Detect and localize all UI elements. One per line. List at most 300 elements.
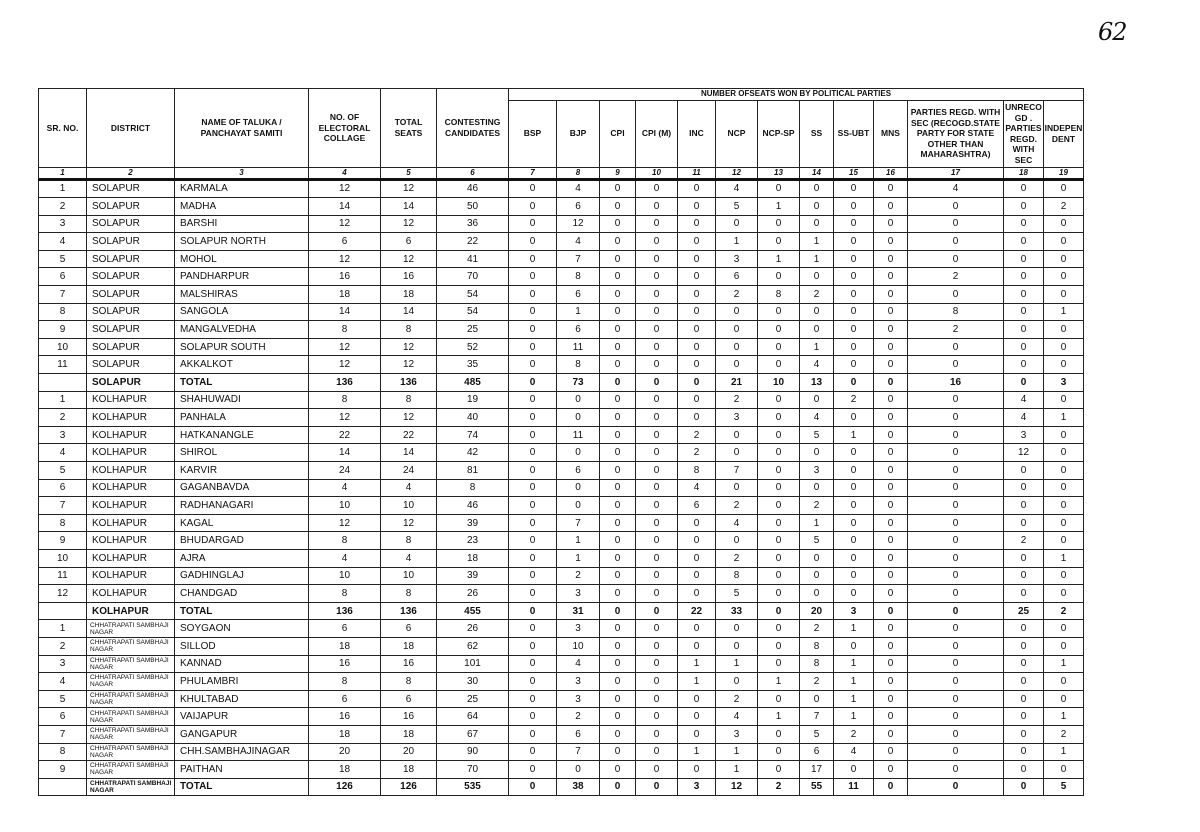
value-cell: 0 <box>600 673 636 691</box>
value-cell: 0 <box>758 391 800 409</box>
value-cell: 0 <box>1004 620 1044 638</box>
value-cell: 0 <box>834 250 874 268</box>
value-cell: 3 <box>716 409 758 427</box>
value-cell: 40 <box>437 409 509 427</box>
value-cell: 50 <box>437 198 509 216</box>
value-cell: 0 <box>678 356 716 374</box>
page-number: 62 <box>1098 18 1127 46</box>
table-row <box>39 567 1084 585</box>
value-cell: 8 <box>381 532 437 550</box>
value-cell: 4 <box>557 233 600 251</box>
taluka-cell: SOLAPUR NORTH <box>175 233 309 251</box>
value-cell: 1 <box>1044 303 1084 321</box>
value-cell: 7 <box>716 462 758 480</box>
value-cell: 0 <box>834 198 874 216</box>
taluka-cell: PANDHARPUR <box>175 268 309 286</box>
value-cell: 0 <box>834 585 874 603</box>
value-cell: 0 <box>834 268 874 286</box>
value-cell: 20 <box>800 602 834 620</box>
value-cell: 0 <box>600 479 636 497</box>
value-cell: 0 <box>636 391 678 409</box>
value-cell: 0 <box>1044 673 1084 691</box>
value-cell: 22 <box>678 602 716 620</box>
value-cell: 0 <box>1004 462 1044 480</box>
value-cell: 55 <box>800 778 834 796</box>
value-cell: 0 <box>600 602 636 620</box>
value-cell: 0 <box>716 303 758 321</box>
value-cell: 16 <box>381 708 437 726</box>
value-cell: 0 <box>908 479 1004 497</box>
value-cell: 0 <box>557 761 600 779</box>
value-cell: 0 <box>1004 549 1044 567</box>
value-cell: 2 <box>908 268 1004 286</box>
value-cell: 0 <box>509 250 557 268</box>
value-cell: 12 <box>309 356 381 374</box>
value-cell: 12 <box>381 179 437 198</box>
value-cell: 1 <box>678 655 716 673</box>
value-cell: 8 <box>381 391 437 409</box>
value-cell: 10 <box>381 497 437 515</box>
value-cell: 0 <box>600 198 636 216</box>
value-cell: 6 <box>309 233 381 251</box>
value-cell: 62 <box>437 637 509 655</box>
value-cell: 12 <box>309 514 381 532</box>
value-cell: 0 <box>758 233 800 251</box>
value-cell: 33 <box>716 602 758 620</box>
value-cell: 0 <box>908 444 1004 462</box>
value-cell: 0 <box>1004 778 1044 796</box>
value-cell: 20 <box>309 743 381 761</box>
value-cell: 0 <box>874 725 908 743</box>
value-cell: 0 <box>800 321 834 339</box>
taluka-cell: BARSHI <box>175 215 309 233</box>
value-cell: 0 <box>636 549 678 567</box>
sr-no-cell: 3 <box>39 655 87 673</box>
value-cell: 70 <box>437 268 509 286</box>
value-cell: 17 <box>800 761 834 779</box>
sr-no-cell: 9 <box>39 761 87 779</box>
value-cell: 0 <box>600 179 636 198</box>
value-cell: 2 <box>716 286 758 304</box>
value-cell: 12 <box>309 409 381 427</box>
value-cell: 0 <box>834 479 874 497</box>
value-cell: 0 <box>636 250 678 268</box>
district-cell: SOLAPUR <box>87 233 175 251</box>
column-number: 7 <box>509 167 557 179</box>
value-cell: 8 <box>309 391 381 409</box>
value-cell: 0 <box>678 585 716 603</box>
value-cell: 0 <box>758 356 800 374</box>
value-cell: 0 <box>800 567 834 585</box>
sr-no-cell: 1 <box>39 179 87 198</box>
value-cell: 8 <box>309 585 381 603</box>
value-cell: 6 <box>800 743 834 761</box>
value-cell: 81 <box>437 462 509 480</box>
value-cell: 42 <box>437 444 509 462</box>
taluka-cell: GANGAPUR <box>175 725 309 743</box>
value-cell: 0 <box>908 391 1004 409</box>
value-cell: 0 <box>908 286 1004 304</box>
table-row <box>39 233 1084 251</box>
value-cell: 0 <box>600 497 636 515</box>
taluka-cell: TOTAL <box>175 602 309 620</box>
table-row <box>39 356 1084 374</box>
value-cell: 12 <box>381 356 437 374</box>
value-cell: 0 <box>834 567 874 585</box>
value-cell: 0 <box>758 426 800 444</box>
value-cell: 4 <box>557 655 600 673</box>
value-cell: 0 <box>874 532 908 550</box>
taluka-cell: KARMALA <box>175 179 309 198</box>
value-cell: 46 <box>437 497 509 515</box>
value-cell: 0 <box>1044 233 1084 251</box>
district-cell: KOLHAPUR <box>87 444 175 462</box>
value-cell: 0 <box>716 321 758 339</box>
district-cell: SOLAPUR <box>87 268 175 286</box>
column-number: 10 <box>636 167 678 179</box>
value-cell: 0 <box>636 602 678 620</box>
value-cell: 8 <box>716 567 758 585</box>
value-cell: 0 <box>600 321 636 339</box>
value-cell: 0 <box>509 585 557 603</box>
district-cell: KOLHAPUR <box>87 426 175 444</box>
value-cell: 0 <box>758 743 800 761</box>
value-cell: 0 <box>600 585 636 603</box>
value-cell: 4 <box>557 179 600 198</box>
column-number: 5 <box>381 167 437 179</box>
sr-no-cell: 2 <box>39 637 87 655</box>
district-cell: SOLAPUR <box>87 374 175 392</box>
value-cell: 3 <box>834 602 874 620</box>
taluka-cell: MALSHIRAS <box>175 286 309 304</box>
value-cell: 10 <box>381 567 437 585</box>
district-cell: CHHATRAPATI SAMBHAJI NAGAR <box>87 778 175 796</box>
value-cell: 0 <box>678 549 716 567</box>
table-row <box>39 444 1084 462</box>
value-cell: 0 <box>600 708 636 726</box>
value-cell: 0 <box>509 673 557 691</box>
value-cell: 0 <box>1044 637 1084 655</box>
taluka-cell: SHAHUWADI <box>175 391 309 409</box>
value-cell: 8 <box>381 585 437 603</box>
value-cell: 8 <box>800 637 834 655</box>
value-cell: 0 <box>800 479 834 497</box>
value-cell: 0 <box>600 426 636 444</box>
taluka-cell: MADHA <box>175 198 309 216</box>
value-cell: 0 <box>600 567 636 585</box>
value-cell: 0 <box>509 462 557 480</box>
value-cell: 6 <box>557 198 600 216</box>
value-cell: 0 <box>834 637 874 655</box>
value-cell: 0 <box>636 655 678 673</box>
value-cell: 41 <box>437 250 509 268</box>
table-row <box>39 673 1084 691</box>
value-cell: 5 <box>716 198 758 216</box>
value-cell: 0 <box>678 532 716 550</box>
value-cell: 0 <box>678 690 716 708</box>
value-cell: 0 <box>509 268 557 286</box>
value-cell: 13 <box>800 374 834 392</box>
header-seats-won-group: NUMBER OFSEATS WON BY POLITICAL PARTIES <box>509 89 1084 101</box>
value-cell: 2 <box>1044 602 1084 620</box>
sr-no-cell: 12 <box>39 585 87 603</box>
value-cell: 0 <box>509 549 557 567</box>
value-cell: 12 <box>1004 444 1044 462</box>
taluka-cell: AKKALKOT <box>175 356 309 374</box>
value-cell: 52 <box>437 338 509 356</box>
value-cell: 0 <box>908 761 1004 779</box>
value-cell: 0 <box>758 655 800 673</box>
value-cell: 0 <box>1004 567 1044 585</box>
value-cell: 0 <box>874 497 908 515</box>
value-cell: 6 <box>381 690 437 708</box>
table-row <box>39 409 1084 427</box>
value-cell: 0 <box>600 514 636 532</box>
value-cell: 0 <box>908 567 1004 585</box>
sr-no-cell: 7 <box>39 725 87 743</box>
value-cell: 0 <box>509 620 557 638</box>
table-row <box>39 250 1084 268</box>
district-cell: KOLHAPUR <box>87 549 175 567</box>
value-cell: 2 <box>678 444 716 462</box>
sr-no-cell: 4 <box>39 444 87 462</box>
value-cell: 0 <box>874 567 908 585</box>
value-cell: 0 <box>758 303 800 321</box>
value-cell: 6 <box>381 233 437 251</box>
value-cell: 0 <box>1044 250 1084 268</box>
sr-no-cell: 6 <box>39 708 87 726</box>
value-cell: 0 <box>874 198 908 216</box>
value-cell: 1 <box>1044 409 1084 427</box>
value-cell: 10 <box>309 497 381 515</box>
value-cell: 0 <box>908 690 1004 708</box>
value-cell: 0 <box>1004 179 1044 198</box>
value-cell: 0 <box>908 743 1004 761</box>
value-cell: 0 <box>509 708 557 726</box>
header-party-bsp: BSP <box>509 100 557 167</box>
taluka-cell: CHH.SAMBHAJINAGAR <box>175 743 309 761</box>
district-total-row <box>39 602 1084 620</box>
value-cell: 2 <box>716 497 758 515</box>
header-party-cpi: CPI <box>600 100 636 167</box>
value-cell: 67 <box>437 725 509 743</box>
value-cell: 0 <box>1044 479 1084 497</box>
value-cell: 1 <box>1044 655 1084 673</box>
value-cell: 1 <box>834 708 874 726</box>
value-cell: 0 <box>509 567 557 585</box>
table-row <box>39 532 1084 550</box>
table-row <box>39 497 1084 515</box>
value-cell: 126 <box>381 778 437 796</box>
value-cell: 0 <box>1044 567 1084 585</box>
value-cell: 26 <box>437 620 509 638</box>
value-cell: 0 <box>509 761 557 779</box>
value-cell: 14 <box>309 198 381 216</box>
value-cell: 0 <box>834 444 874 462</box>
value-cell: 2 <box>800 497 834 515</box>
value-cell: 8 <box>309 673 381 691</box>
table-row <box>39 198 1084 216</box>
value-cell: 12 <box>716 778 758 796</box>
value-cell: 0 <box>636 409 678 427</box>
district-cell: KOLHAPUR <box>87 585 175 603</box>
value-cell: 16 <box>381 655 437 673</box>
value-cell: 136 <box>309 602 381 620</box>
value-cell: 0 <box>908 637 1004 655</box>
taluka-cell: GAGANBAVDA <box>175 479 309 497</box>
table-row <box>39 391 1084 409</box>
value-cell: 0 <box>600 462 636 480</box>
sr-no-cell: 2 <box>39 409 87 427</box>
value-cell: 4 <box>834 743 874 761</box>
taluka-cell: SHIROL <box>175 444 309 462</box>
sr-no-cell: 11 <box>39 567 87 585</box>
sr-no-cell: 5 <box>39 690 87 708</box>
value-cell: 0 <box>834 761 874 779</box>
value-cell: 0 <box>874 215 908 233</box>
header-party-ncp-sp: NCP-SP <box>758 100 800 167</box>
value-cell: 0 <box>800 303 834 321</box>
taluka-cell: PHULAMBRI <box>175 673 309 691</box>
value-cell: 0 <box>874 708 908 726</box>
value-cell: 4 <box>1004 409 1044 427</box>
value-cell: 0 <box>716 620 758 638</box>
value-cell: 25 <box>437 690 509 708</box>
value-cell: 0 <box>678 198 716 216</box>
value-cell: 1 <box>834 620 874 638</box>
value-cell: 73 <box>557 374 600 392</box>
value-cell: 0 <box>834 549 874 567</box>
value-cell: 6 <box>557 462 600 480</box>
value-cell: 6 <box>381 620 437 638</box>
district-cell: CHHATRAPATI SAMBHAJI NAGAR <box>87 637 175 655</box>
value-cell: 0 <box>636 514 678 532</box>
sr-no-cell: 11 <box>39 356 87 374</box>
header-party-mns: MNS <box>874 100 908 167</box>
value-cell: 1 <box>758 708 800 726</box>
district-cell: KOLHAPUR <box>87 602 175 620</box>
value-cell: 2 <box>1004 532 1044 550</box>
value-cell: 0 <box>636 637 678 655</box>
value-cell: 4 <box>309 479 381 497</box>
value-cell: 0 <box>678 409 716 427</box>
value-cell: 16 <box>309 268 381 286</box>
value-cell: 1 <box>716 743 758 761</box>
value-cell: 8 <box>381 321 437 339</box>
value-cell: 0 <box>874 338 908 356</box>
value-cell: 4 <box>800 409 834 427</box>
value-cell: 0 <box>758 620 800 638</box>
value-cell: 0 <box>509 602 557 620</box>
value-cell: 0 <box>1004 356 1044 374</box>
column-number: 18 <box>1004 167 1044 179</box>
value-cell: 0 <box>600 303 636 321</box>
taluka-cell: HATKANANGLE <box>175 426 309 444</box>
value-cell: 18 <box>381 725 437 743</box>
district-cell: CHHATRAPATI SAMBHAJI NAGAR <box>87 725 175 743</box>
value-cell: 0 <box>600 286 636 304</box>
value-cell: 6 <box>309 620 381 638</box>
value-cell: 35 <box>437 356 509 374</box>
table-row <box>39 743 1084 761</box>
value-cell: 0 <box>908 708 1004 726</box>
value-cell: 0 <box>800 444 834 462</box>
value-cell: 0 <box>636 761 678 779</box>
value-cell: 0 <box>636 321 678 339</box>
value-cell: 0 <box>758 462 800 480</box>
value-cell: 39 <box>437 514 509 532</box>
value-cell: 0 <box>874 233 908 251</box>
value-cell: 0 <box>1044 690 1084 708</box>
value-cell: 0 <box>1044 338 1084 356</box>
sr-no-cell: 2 <box>39 198 87 216</box>
table-row <box>39 303 1084 321</box>
value-cell: 2 <box>557 567 600 585</box>
value-cell: 0 <box>834 286 874 304</box>
column-number: 2 <box>87 167 175 179</box>
column-number: 3 <box>175 167 309 179</box>
value-cell: 12 <box>309 215 381 233</box>
header-party-bjp: BJP <box>557 100 600 167</box>
sr-no-cell: 8 <box>39 514 87 532</box>
value-cell: 0 <box>678 179 716 198</box>
sr-no-cell: 4 <box>39 673 87 691</box>
value-cell: 0 <box>636 338 678 356</box>
value-cell: 6 <box>557 321 600 339</box>
value-cell: 0 <box>1004 215 1044 233</box>
value-cell: 0 <box>716 532 758 550</box>
sr-no-cell: 1 <box>39 391 87 409</box>
value-cell: 0 <box>600 690 636 708</box>
header-regd-parties: PARTIES REGD. WITH SEC (RECOGD.STATE PARTY FOR STATE OTHER THAN MAHARASHTRA) <box>908 100 1004 167</box>
value-cell: 4 <box>908 179 1004 198</box>
value-cell: 2 <box>557 708 600 726</box>
table-row <box>39 761 1084 779</box>
district-cell: KOLHAPUR <box>87 391 175 409</box>
value-cell: 0 <box>908 497 1004 515</box>
value-cell: 2 <box>908 321 1004 339</box>
column-number: 17 <box>908 167 1004 179</box>
sr-no-cell: 3 <box>39 215 87 233</box>
district-cell: KOLHAPUR <box>87 462 175 480</box>
value-cell: 0 <box>678 268 716 286</box>
district-cell: SOLAPUR <box>87 338 175 356</box>
header-district: DISTRICT <box>87 89 175 168</box>
value-cell: 0 <box>758 514 800 532</box>
value-cell: 0 <box>834 514 874 532</box>
value-cell: 1 <box>716 233 758 251</box>
value-cell: 0 <box>509 233 557 251</box>
taluka-cell: KAGAL <box>175 514 309 532</box>
value-cell: 5 <box>716 585 758 603</box>
value-cell: 0 <box>636 497 678 515</box>
value-cell: 0 <box>716 637 758 655</box>
district-cell: KOLHAPUR <box>87 409 175 427</box>
value-cell: 1 <box>1044 743 1084 761</box>
value-cell: 0 <box>600 250 636 268</box>
header-contesting-candidates: CONTESTING CANDIDATES <box>437 89 509 168</box>
value-cell: 38 <box>557 778 600 796</box>
value-cell: 0 <box>800 268 834 286</box>
table-row <box>39 268 1084 286</box>
column-number: 16 <box>874 167 908 179</box>
value-cell: 0 <box>834 462 874 480</box>
district-cell: KOLHAPUR <box>87 479 175 497</box>
value-cell: 18 <box>381 761 437 779</box>
value-cell: 0 <box>716 444 758 462</box>
value-cell: 0 <box>908 725 1004 743</box>
value-cell: 0 <box>636 426 678 444</box>
